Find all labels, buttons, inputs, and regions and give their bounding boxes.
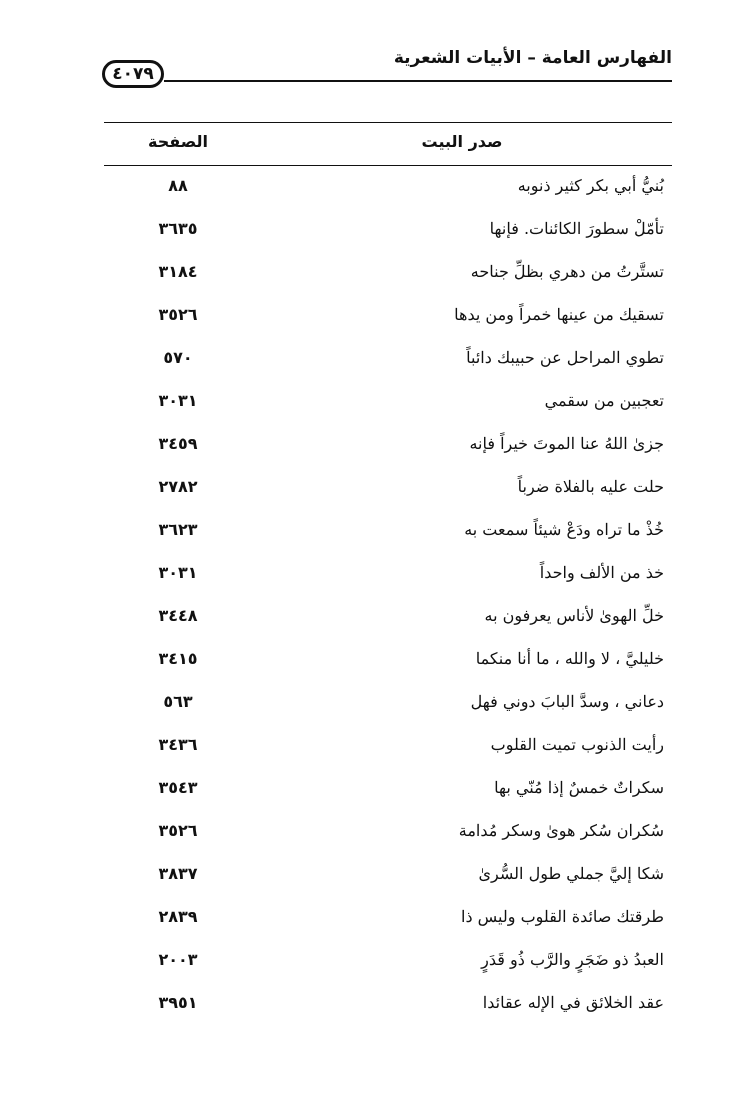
table-row (104, 297, 672, 340)
verse-opening: دعاني ، وسدَّ البابَ دوني فهل (470, 692, 664, 711)
page-title: الفهارس العامة – الأبيات الشعرية (393, 48, 672, 68)
verse-opening: تأمّلْ سطورَ الكائنات. فإنها (489, 219, 664, 238)
page-column-header: الصفحة (147, 132, 208, 151)
verse-opening: خذ من الألف واحداً (539, 563, 664, 582)
table-row (104, 383, 672, 426)
verse-opening: تطوي المراحل عن حبيبك دائباً (466, 348, 664, 367)
page-reference: ٣٤٣٦ (158, 735, 198, 754)
verse-opening: شكا إليَّ جملي طول السُّرىٰ (478, 864, 664, 883)
verse-opening: العبدُ ذو ضَجَرٍ والرَّب ذُو قَدَرٍ (481, 950, 664, 969)
page-header (102, 44, 672, 94)
verse-opening: حلت عليه بالفلاة ضرباً (517, 477, 664, 496)
page-reference: ٣٠٣١ (158, 563, 198, 582)
verse-opening: طرقتك صائدة القلوب وليس ذا (461, 907, 664, 926)
page-reference: ٣٤٤٨ (158, 606, 198, 625)
table-row (104, 942, 672, 985)
page-reference: ٥٦٣ (163, 692, 193, 711)
table-body (104, 166, 672, 1028)
page-reference: ٣٦٢٣ (158, 520, 198, 539)
verse-opening: جزىٰ اللهُ عنا الموتَ خيراً فإنه (469, 434, 664, 453)
page-reference: ٢٧٨٢ (158, 477, 198, 496)
page-reference: ٣٤١٥ (158, 649, 198, 668)
verse-opening: خلِّ الهوىٰ لأناس يعرفون به (484, 606, 664, 625)
table-row (104, 770, 672, 813)
page-reference: ٣١٨٤ (158, 262, 198, 281)
verse-opening: تستَّرتُ من دهري بظلِّ جناحه (470, 262, 664, 281)
page-reference: ٣٦٣٥ (158, 219, 198, 238)
page-reference: ٣٥٤٣ (158, 778, 198, 797)
table-row (104, 899, 672, 942)
table-row (104, 985, 672, 1028)
table-header-row (104, 123, 672, 166)
table-row (104, 340, 672, 383)
table-row (104, 727, 672, 770)
table-row (104, 512, 672, 555)
page-reference: ٣٥٢٦ (158, 305, 198, 324)
verse-opening: خليليَّ ، لا والله ، ما أنا منكما (475, 649, 664, 668)
verse-column-header: صدر البيت (421, 132, 503, 151)
header-rule (164, 80, 672, 82)
page-reference: ٨٨ (168, 176, 188, 195)
verse-opening: رأيت الذنوب تميت القلوب (490, 735, 664, 754)
table-row (104, 684, 672, 727)
table-row (104, 426, 672, 469)
page-reference: ٣٨٣٧ (158, 864, 198, 883)
table-row (104, 598, 672, 641)
verse-opening: خُذْ ما تراه ودَعْ شيئاً سمعت به (464, 520, 664, 539)
verse-opening: تعجبين من سقمي (544, 391, 664, 410)
table-row (104, 254, 672, 297)
verse-opening: سكراتٌ خمسٌ إذا مُنّي بها (494, 778, 664, 797)
verse-opening: سُكران سُكر هوىٰ وسكر مُدامة (458, 821, 664, 840)
page-number-badge: ٤٠٧٩ (102, 60, 164, 88)
table-row (104, 555, 672, 598)
page-reference: ٢٠٠٣ (158, 950, 198, 969)
page-reference: ٢٨٣٩ (158, 907, 198, 926)
page-reference: ٥٧٠ (163, 348, 193, 367)
verse-opening: تسقيك من عينها خمراً ومن يدها (454, 305, 664, 324)
table-row (104, 469, 672, 512)
verse-index-table (104, 122, 672, 1028)
table-row (104, 211, 672, 254)
table-row (104, 168, 672, 211)
verse-opening: بُنيُّ أبي بكر كثير ذنوبه (517, 176, 664, 195)
page-reference: ٣٠٣١ (158, 391, 198, 410)
page-reference: ٣٩٥١ (158, 993, 198, 1012)
table-row (104, 813, 672, 856)
table-row (104, 856, 672, 899)
table-row (104, 641, 672, 684)
page-reference: ٣٤٥٩ (158, 434, 198, 453)
page-reference: ٣٥٢٦ (158, 821, 198, 840)
verse-opening: عقد الخلائق في الإله عقائدا (482, 993, 664, 1012)
